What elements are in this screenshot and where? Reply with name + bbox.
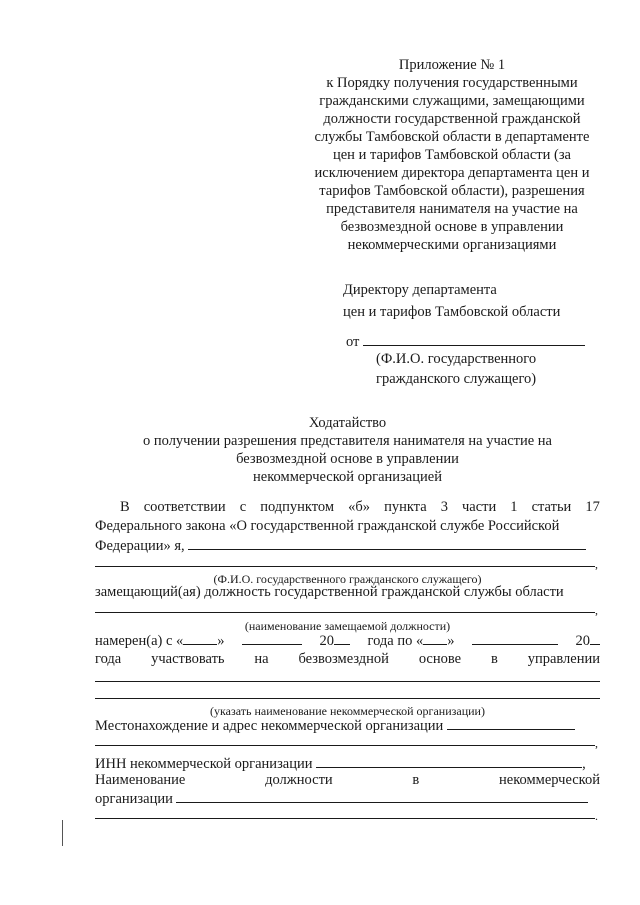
word: управлении (527, 651, 600, 667)
word: Наименование (95, 772, 186, 788)
word: некоммерческой (499, 772, 600, 788)
word: в (412, 772, 420, 788)
appendix-title: Приложение № 1 (398, 57, 506, 73)
location-label: Местонахождение и адрес некоммерческой организации (95, 718, 444, 734)
petition-subtitle: о получении разрешения представителя нанимателя на участие на (143, 433, 552, 449)
appendix-line: должности государственной гражданской (323, 111, 581, 127)
position-line: замещающий(ая) должность государственной гражданской службы области (95, 584, 564, 600)
addressee-block (343, 281, 613, 321)
word: основе (418, 651, 462, 667)
end-day-field[interactable] (423, 631, 447, 645)
comma: , (595, 557, 598, 571)
addressee-line: цен и тарифов Тамбовской области (343, 304, 561, 320)
word: в (490, 651, 498, 667)
word: безвозмездной (298, 651, 389, 667)
inn-label: ИНН некоммерческой организации (95, 756, 313, 772)
word: на (254, 651, 269, 667)
org-position-field-line-2[interactable] (95, 818, 595, 819)
hint-line: (Ф.И.О. государственного (376, 351, 537, 367)
position-field[interactable] (95, 612, 595, 613)
fio-row (95, 536, 600, 555)
participate-row (95, 650, 600, 668)
fio-label: Федерации» я, (95, 538, 185, 554)
word: 1 (510, 499, 518, 515)
comma: , (582, 756, 586, 772)
location-row (95, 716, 600, 735)
start-year: 20 (320, 631, 351, 650)
from-label: от (346, 334, 360, 350)
word: участвовать (151, 651, 225, 667)
word: с (239, 499, 247, 515)
comma: , (595, 736, 598, 750)
from-hint (376, 350, 576, 388)
comma: , (595, 603, 598, 617)
appendix-line: цен и тарифов Тамбовской области (за (332, 147, 571, 163)
org-row (95, 789, 600, 808)
hint-fio: (Ф.И.О. государственного гражданского служащего) (213, 572, 482, 586)
location-field[interactable] (447, 716, 575, 730)
word: 17 (585, 499, 600, 515)
appendix-line: тарифов Тамбовской области), разрешения (319, 183, 585, 199)
org-position-field[interactable] (176, 789, 588, 803)
position-name-row (95, 771, 600, 789)
word: «б» (348, 499, 371, 515)
end-month-field[interactable] (472, 631, 558, 645)
petition-heading (95, 414, 600, 486)
petition-subtitle: безвозмездной основе в управлении (236, 451, 459, 467)
hint-position: (наименование замещаемой должности) (244, 619, 451, 633)
word: статьи (531, 499, 572, 515)
location-field-line-2[interactable] (95, 745, 595, 746)
end-year: 20 (575, 631, 600, 650)
word: подпунктом (260, 499, 335, 515)
from-row (346, 333, 585, 351)
word: части (461, 499, 497, 515)
period: . (595, 809, 598, 823)
word: года (95, 651, 122, 667)
dates-row (95, 631, 600, 650)
start-day-field[interactable] (183, 631, 217, 645)
appendix-line: представителя нанимателя на участие на (326, 201, 578, 217)
intends-label: намерен(а) с « » (95, 633, 225, 649)
org-field-line-1[interactable] (95, 681, 600, 682)
petition-subtitle: некоммерческой организацией (253, 469, 442, 485)
petition-title: Ходатайство (308, 415, 387, 431)
hint-org: (указать наименование некоммерческой организации) (210, 704, 485, 718)
hint-line: гражданского служащего) (376, 371, 537, 387)
scan-edge-mark (62, 820, 63, 846)
appendix-line: некоммерческими организациями (347, 237, 557, 253)
word: пункта (384, 499, 427, 515)
fio-field[interactable] (188, 536, 586, 550)
org-label: организации (95, 791, 173, 807)
appendix-line: исключением директора департамента цен и (314, 165, 590, 181)
from-name-field[interactable] (363, 333, 585, 346)
inn-field[interactable] (316, 754, 582, 768)
word: В (120, 499, 130, 515)
word: должности (265, 772, 333, 788)
appendix-line: безвозмездной основе в управлении (340, 219, 564, 235)
word: соответствии (143, 499, 226, 515)
paragraph-line: Федерального закона «О государственной гражданской службе Российской (95, 518, 560, 534)
start-year-field[interactable] (334, 631, 350, 645)
fio-field-line-2[interactable] (95, 566, 595, 567)
end-year-field[interactable] (590, 631, 600, 645)
word: 3 (440, 499, 448, 515)
appendix-line: службы Тамбовской области в департаменте (314, 129, 590, 145)
org-field-line-2[interactable] (95, 698, 600, 699)
until-label: года по « » (367, 633, 455, 649)
addressee-line: Директору департамента (343, 282, 497, 298)
appendix-line: гражданскими служащими, замещающими (319, 93, 585, 109)
appendix-header (302, 56, 602, 254)
appendix-line: к Порядку получения государственными (326, 75, 578, 91)
start-month-field[interactable] (242, 631, 302, 645)
paragraph-line (120, 498, 600, 516)
